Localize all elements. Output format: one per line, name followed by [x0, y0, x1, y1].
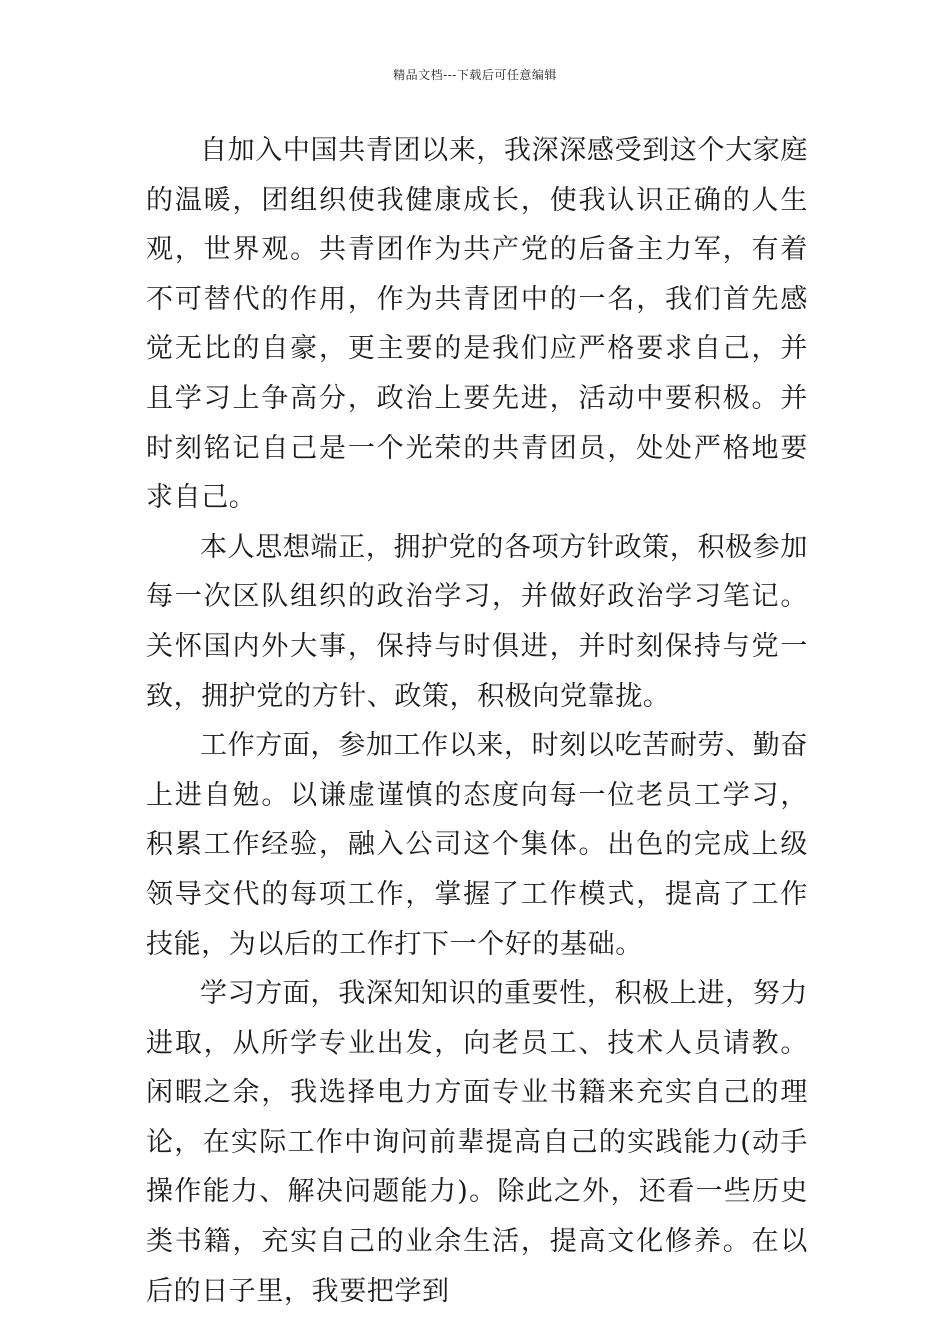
paragraph-work: 工作方面，参加工作以来，时刻以吃苦耐劳、勤奋上进自勉。以谦虚谨慎的态度向每一位老员工学习，积累工作经验，融入公司这个集体。出色的完成上级领导交代的每项工作，掌握了工作模式，提高了工作技能，为以后的工作打下一个好的基础。	[146, 730, 808, 960]
paragraph-political-thought: 本人思想端正，拥护党的各项方针政策，积极参加每一次区队组织的政治学习，并做好政治学习笔记。关怀国内外大事，保持与时俱进，并时刻保持与党一致，拥护党的方针、政策，积极向党靠拢。	[146, 531, 808, 712]
document-body	[146, 126, 808, 1316]
paragraph-study: 学习方面，我深知知识的重要性，积极上进，努力进取，从所学专业出发，向老员工、技术人员请教。闲暇之余，我选择电力方面专业书籍来充实自己的理论，在实际工作中询问前辈提高自己的实践能力(动手操作能力、解决问题能力)。除此之外，还看一些历史类书籍，充实自己的业余生活，提高文化修养。在以后的日子里，我要把学到	[146, 978, 808, 1307]
paragraph-team-membership: 自加入中国共青团以来，我深深感受到这个大家庭的温暖，团组织使我健康成长，使我认识正确的人生观，世界观。共青团作为共产党的后备主力军，有着不可替代的作用，作为共青团中的一名，我们首先感觉无比的自豪，更主要的是我们应严格要求自己，并且学习上争高分，政治上要先进，活动中要积极。并时刻铭记自己是一个光荣的共青团员，处处严格地要求自己。	[146, 135, 808, 514]
page-header: 精品文档---下载后可任意编辑	[393, 68, 557, 82]
